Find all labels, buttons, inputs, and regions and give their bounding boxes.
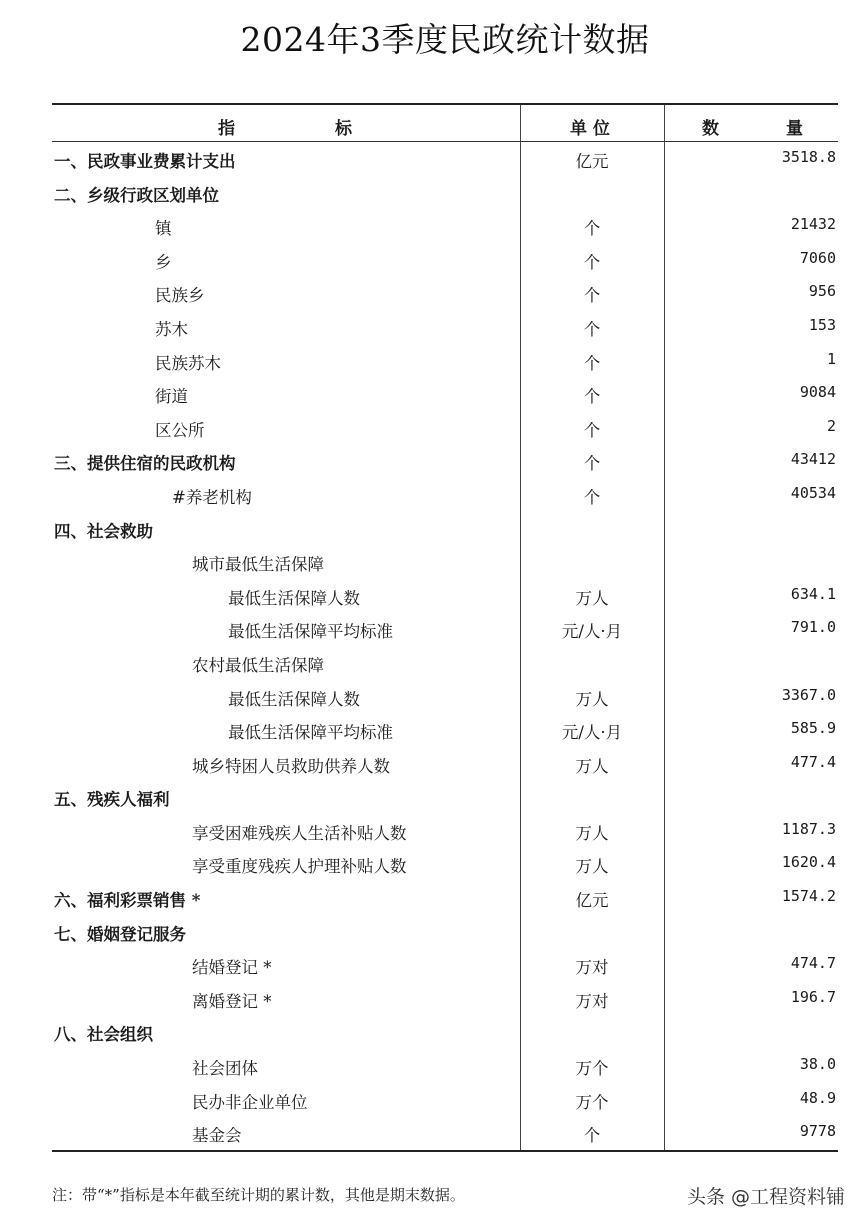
indicator-name: 街道 bbox=[155, 387, 188, 407]
indicator-value: 585.9 bbox=[790, 719, 836, 738]
indicator-name: 民族苏木 bbox=[155, 353, 221, 373]
indicator-unit: 万人 bbox=[575, 823, 609, 843]
indicator-value: 9084 bbox=[799, 383, 836, 402]
indicator-unit: 元/人·月 bbox=[561, 622, 623, 642]
indicator-name: 社会团体 bbox=[192, 1059, 258, 1079]
indicator-name: 最低生活保障平均标准 bbox=[228, 622, 393, 642]
indicator-value: 7060 bbox=[799, 248, 836, 267]
indicator-name: 一、民政事业费累计支出 bbox=[54, 152, 236, 171]
indicator-value: 1 bbox=[826, 349, 836, 368]
indicator-unit: 个 bbox=[583, 387, 601, 407]
table-row bbox=[52, 478, 838, 512]
indicator-unit: 万对 bbox=[575, 958, 609, 978]
indicator-name: 最低生活保障平均标准 bbox=[228, 723, 393, 743]
indicator-value: 1187.3 bbox=[781, 819, 836, 838]
indicator-value: 474.7 bbox=[790, 954, 836, 973]
indicator-unit: 个 bbox=[583, 252, 601, 272]
indicator-unit: 万个 bbox=[575, 1059, 609, 1079]
indicator-name: 民办非企业单位 bbox=[192, 1092, 308, 1112]
indicator-name: 基金会 bbox=[192, 1126, 242, 1146]
table-row bbox=[52, 982, 838, 1016]
table-row bbox=[52, 243, 838, 277]
indicator-value: 2 bbox=[826, 416, 836, 435]
indicator-value: 1620.4 bbox=[781, 853, 836, 872]
indicator-name: 苏木 bbox=[155, 319, 188, 339]
indicator-unit: 个 bbox=[583, 353, 601, 373]
indicator-name: 享受困难残疾人生活补贴人数 bbox=[192, 823, 407, 843]
indicator-unit: 亿元 bbox=[575, 891, 609, 911]
indicator-value: 21432 bbox=[790, 215, 836, 234]
indicator-value: 40534 bbox=[790, 483, 836, 502]
table-row bbox=[52, 176, 838, 210]
table-row bbox=[52, 814, 838, 848]
indicator-unit: 万个 bbox=[575, 1092, 609, 1112]
table-row bbox=[52, 444, 838, 478]
indicator-value: 791.0 bbox=[790, 618, 836, 637]
indicator-name: 城乡特困人员救助供养人数 bbox=[192, 756, 390, 776]
table-body bbox=[52, 142, 838, 1150]
indicator-value: 956 bbox=[808, 282, 836, 301]
table-row bbox=[52, 680, 838, 714]
indicator-unit: 万人 bbox=[575, 588, 609, 608]
table-row bbox=[52, 142, 838, 176]
indicator-unit: 个 bbox=[583, 487, 601, 507]
table-row bbox=[52, 209, 838, 243]
indicator-value: 3367.0 bbox=[781, 685, 836, 704]
statistics-table bbox=[52, 103, 838, 1152]
indicator-value: 43412 bbox=[790, 450, 836, 469]
table-row bbox=[52, 1083, 838, 1117]
indicator-value: 38.0 bbox=[799, 1055, 836, 1074]
table-row bbox=[52, 276, 838, 310]
indicator-name: 五、残疾人福利 bbox=[54, 790, 170, 810]
indicator-name: 区公所 bbox=[155, 420, 205, 440]
table-row bbox=[52, 1116, 838, 1150]
indicator-name: 农村最低生活保障 bbox=[192, 655, 324, 675]
table-row bbox=[52, 747, 838, 781]
indicator-unit: 个 bbox=[583, 454, 601, 474]
table-row bbox=[52, 1015, 838, 1049]
indicator-name: 最低生活保障人数 bbox=[228, 689, 360, 709]
table-row bbox=[52, 847, 838, 881]
indicator-unit: 亿元 bbox=[575, 152, 609, 171]
table-header bbox=[52, 105, 838, 142]
table-row bbox=[52, 545, 838, 579]
indicator-value: 48.9 bbox=[799, 1088, 836, 1107]
table-row bbox=[52, 612, 838, 646]
indicator-value: 634.1 bbox=[790, 584, 836, 603]
table-row bbox=[52, 344, 838, 378]
header-quantity-part2: 量 bbox=[786, 119, 803, 139]
indicator-unit: 个 bbox=[583, 219, 601, 239]
header-indicator-part1: 指 bbox=[218, 119, 235, 139]
indicator-unit: 个 bbox=[583, 420, 601, 440]
indicator-value: 196.7 bbox=[790, 987, 836, 1006]
indicator-name: 三、提供住宿的民政机构 bbox=[54, 454, 236, 474]
table-row bbox=[52, 1049, 838, 1083]
page-title: 2024年3季度民政统计数据 bbox=[240, 20, 650, 59]
footnote: 注：带“*”指标是本年截至统计期的累计数，其他是期末数据。 bbox=[52, 1186, 465, 1204]
header-quantity-part1: 数 bbox=[702, 119, 719, 139]
table-row bbox=[52, 310, 838, 344]
table-row bbox=[52, 646, 838, 680]
indicator-value: 9778 bbox=[799, 1122, 836, 1141]
table-row bbox=[52, 512, 838, 546]
header-unit: 单 位 bbox=[570, 119, 610, 139]
table-row bbox=[52, 780, 838, 814]
indicator-name: 民族乡 bbox=[155, 286, 205, 306]
indicator-name: 二、乡级行政区划单位 bbox=[54, 185, 219, 205]
indicator-name: 镇 bbox=[155, 219, 172, 239]
indicator-value: 1574.2 bbox=[781, 887, 836, 906]
indicator-name: 四、社会救助 bbox=[54, 521, 153, 541]
table-row bbox=[52, 948, 838, 982]
indicator-name: 最低生活保障人数 bbox=[228, 588, 360, 608]
table-row bbox=[52, 915, 838, 949]
table-row bbox=[52, 377, 838, 411]
header-indicator-part2: 标 bbox=[335, 119, 352, 139]
indicator-unit: 个 bbox=[583, 1126, 601, 1146]
indicator-unit: 个 bbox=[583, 286, 601, 306]
indicator-value: 3518.8 bbox=[781, 148, 836, 166]
indicator-name: 六、福利彩票销售 * bbox=[54, 891, 201, 911]
indicator-unit: 个 bbox=[583, 319, 601, 339]
watermark: 头条 @工程资料铺 bbox=[686, 1186, 845, 1208]
indicator-value: 153 bbox=[808, 315, 836, 334]
table-row bbox=[52, 713, 838, 747]
table-row bbox=[52, 411, 838, 445]
indicator-value: 477.4 bbox=[790, 752, 836, 771]
indicator-unit: 元/人·月 bbox=[561, 723, 623, 743]
table-row bbox=[52, 579, 838, 613]
indicator-name: 乡 bbox=[155, 252, 172, 272]
indicator-unit: 万人 bbox=[575, 756, 609, 776]
indicator-unit: 万人 bbox=[575, 689, 609, 709]
indicator-name: 结婚登记 * bbox=[192, 958, 272, 978]
indicator-name: 离婚登记 * bbox=[192, 991, 272, 1011]
table-row bbox=[52, 881, 838, 915]
indicator-name: 八、社会组织 bbox=[54, 1025, 153, 1045]
indicator-name: 城市最低生活保障 bbox=[192, 555, 324, 575]
indicator-unit: 万对 bbox=[575, 991, 609, 1011]
indicator-name: 七、婚姻登记服务 bbox=[54, 924, 186, 944]
indicator-name: 享受重度残疾人护理补贴人数 bbox=[192, 857, 407, 877]
indicator-name: #养老机构 bbox=[172, 487, 252, 507]
indicator-unit: 万人 bbox=[575, 857, 609, 877]
